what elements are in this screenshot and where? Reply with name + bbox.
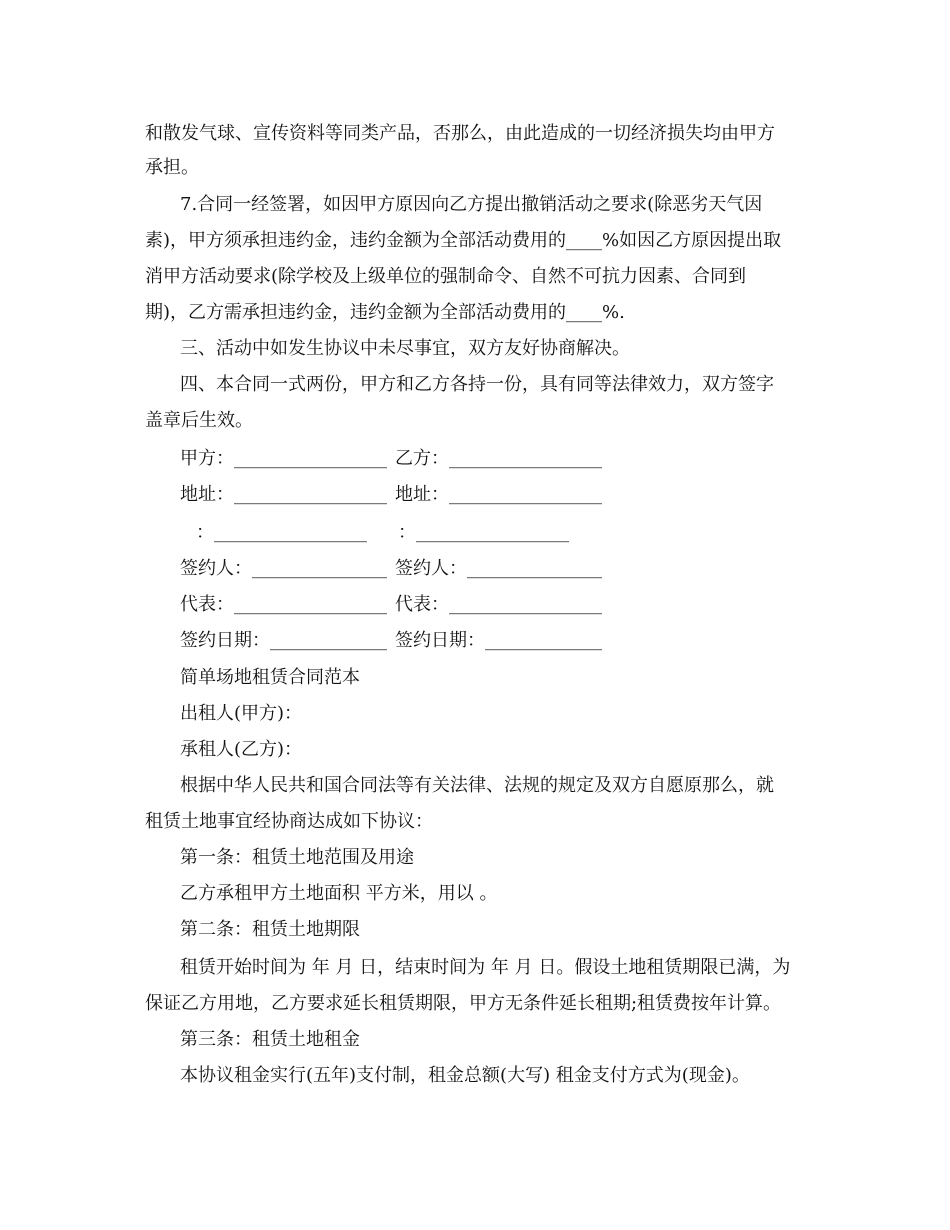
paragraph-line: 盖章后生效。: [145, 410, 253, 431]
lease-title: 简单场地租赁合同范本: [180, 667, 360, 688]
paragraph-line: 素)，甲方须承担违约金，违约金额为全部活动费用的____%如因乙方原因提出取: [145, 230, 782, 251]
signer-a-field: 签约人：_______________: [180, 558, 387, 579]
lessee-line: 承租人(乙方)：: [180, 739, 303, 760]
paragraph-line: 消甲方活动要求(除学校及上级单位的强制命令、自然不可抗力因素、合同到: [145, 266, 747, 287]
article-one-body: 乙方承租甲方土地面积 平方米，用以 。: [180, 883, 498, 904]
rep-b-field: 代表：_________________: [395, 594, 602, 615]
date-a-field: 签约日期：_____________: [180, 630, 387, 651]
blank-a-field: ：_________________: [196, 522, 367, 543]
paragraph-line: 租赁土地事宜经协商达成如下协议：: [145, 811, 433, 832]
paragraph-line: 期)，乙方需承担违约金，违约金额为全部活动费用的____%.: [145, 302, 625, 323]
signer-b-field: 签约人：_______________: [395, 558, 602, 579]
party-b-field: 乙方：_________________: [395, 448, 602, 469]
lessor-line: 出租人(甲方)：: [180, 703, 303, 724]
article-three-heading: 第三条：租赁土地租金: [180, 1029, 360, 1050]
address-b-field: 地址：_________________: [395, 484, 602, 505]
article-one-heading: 第一条：租赁土地范围及用途: [180, 847, 414, 868]
article-two-body: 租赁开始时间为 年 月 日，结束时间为 年 月 日。假设土地租赁期限已满，为: [180, 957, 791, 978]
section-four-line: 四、本合同一式两份，甲方和乙方各持一份，具有同等法律效力，双方签字: [180, 374, 774, 395]
clause-7-line: 7.合同一经签署，如因甲方原因向乙方提出撤销活动之要求(除恶劣天气因: [180, 194, 763, 215]
rep-a-field: 代表：_________________: [180, 594, 387, 615]
blank-b-field: ：_________________: [398, 522, 569, 543]
article-two-heading: 第二条：租赁土地期限: [180, 919, 360, 940]
preamble-line: 根据中华人民共和国合同法等有关法律、法规的规定及双方自愿原那么，就: [180, 775, 774, 796]
section-three-line: 三、活动中如发生协议中未尽事宜，双方友好协商解决。: [180, 338, 630, 359]
paragraph-line: 和散发气球、宣传资料等同类产品，否那么，由此造成的一切经济损失均由甲方: [145, 123, 775, 144]
paragraph-line: 承担。: [145, 157, 199, 178]
address-a-field: 地址：_________________: [180, 484, 387, 505]
party-a-field: 甲方：_________________: [180, 448, 387, 469]
date-b-field: 签约日期：_____________: [395, 630, 602, 651]
paragraph-line: 保证乙方用地，乙方要求延长租赁期限，甲方无条件延长租期;租赁费按年计算。: [145, 993, 782, 1014]
article-three-body: 本协议租金实行(五年)支付制，租金总额(大写) 租金支付方式为(现金)。: [180, 1065, 750, 1086]
